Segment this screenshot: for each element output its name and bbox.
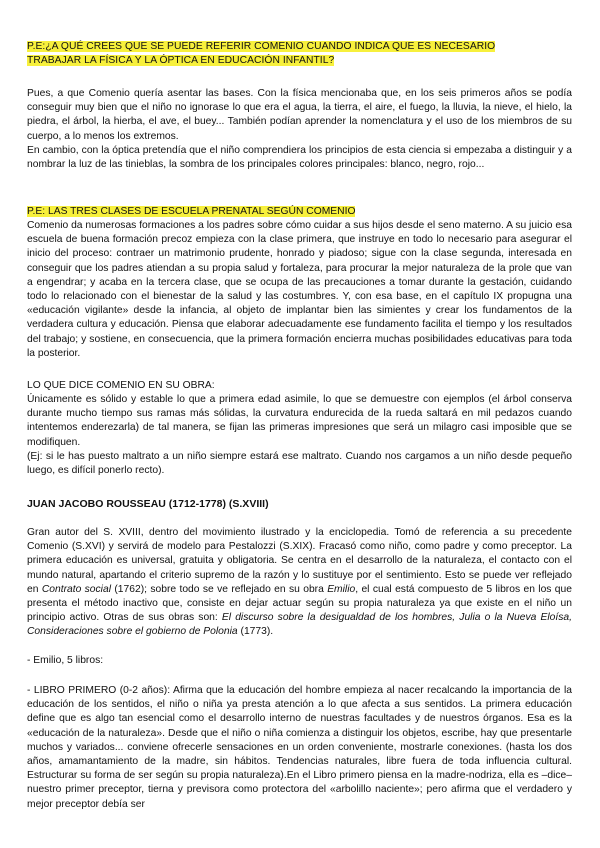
question-heading-prenatal-text: P.E: LAS TRES CLASES DE ESCUELA PRENATAL SEGÚN COMENIO <box>27 206 356 217</box>
work-titles-other: El discurso sobre la desigualdad de los hombres, Julia o la Nueva Eloísa, Consideraciones sobre el gobierno de Polonia <box>27 612 572 638</box>
paragraph-prenatal-school: Comenio da numerosas formaciones a los padres sobre cómo cuidar a sus hijos desde el seno materno. A su juicio esa escuela de buena formación precoz empieza con la clase primera, que instruye en todo lo necesario para asegurar el inicio del proceso: contraer un matrimonio prudente, honrado y piadoso; sigue con la clase segunda, interesada en conseguir que los padres atiendan a su propia salud y fortaleza, para procurar la mejor naturaleza de la prole que van a engendrar; y acaba en la tercera clase, que se ocupa de las precauciones a tomar durante la gestación, cuidando todo lo relacionado con el bienestar de la salud y las costumbres. Y, con esa base, en el capítulo IX propugna una «educación vigilante» desde la infancia, al objeto de implantar bien las simientes y crear los fundamentos de la verdadera cultura y educación. Piensa que elaborar adecuadamente ese fundamento facilita el tiempo y los resultados del trabajo; y sostiene, en consecuencia, que la primera formación encierra muchas posibilidades educativas para toda la posterior. <box>27 220 572 359</box>
rousseau-text-3: , el cual está compuesto de 5 libros en los que presenta el método inactivo que, consiste en dejar actuar según su propia naturaleza ya que existe en el niño un principio activo. Otras de sus obras son: <box>27 583 572 624</box>
paragraph-rousseau <box>27 526 572 640</box>
rousseau-text-4: (1773). <box>237 626 274 638</box>
question-heading-prenatal-school <box>27 205 572 219</box>
question-heading-physics-optics <box>27 40 572 68</box>
section-heading-comenio-work: LO QUE DICE COMENIO EN SU OBRA: <box>27 380 215 391</box>
work-title-emilio: Emilio <box>327 583 356 595</box>
question-heading-line-1: P.E:¿A QUÉ CREES QUE SE PUEDE REFERIR COMENIO CUANDO INDICA QUE ES NECESARIO <box>27 41 496 52</box>
work-title-contrato-social: Contrato social <box>41 583 111 595</box>
paragraph-example: (Ej: si le has puesto maltrato a un niño siempre estará ese maltrato. Cuando nos cargamos a un niño desde pequeño luego, es difícil ponerlo recto). <box>27 451 572 477</box>
paragraph-comenio-quote: Únicamente es sólido y estable lo que a primera edad asimile, lo que se demuestre con ejemplos (el árbol conserva durante mucho tiempo sus ramas más sólidas, la curvatura endurecida de la rueda saltará en mil pedazos cuando intentemos enderezarla) de tal manera, se fijan las primeras impresiones que será un milagro casi imposible que se modifiquen. <box>27 394 572 448</box>
paragraph-optics: En cambio, con la óptica pretendía que el niño comprendiera los principios de esta ciencia si empezaba a distinguir y a nombrar la luz de las tinieblas, la sombra de los principales colores principales: blanco, negro, rojo... <box>27 145 572 171</box>
rousseau-text-2: (1762); sobre todo se ve reflejado en su obra <box>111 583 328 595</box>
section-heading-rousseau: JUAN JACOBO ROUSSEAU (1712-1778) (S.XVIII) <box>27 498 269 510</box>
question-heading-line-2: TRABAJAR LA FÍSICA Y LA ÓPTICA EN EDUCACIÓN INFANTIL? <box>27 55 335 67</box>
paragraph-physics: Pues, a que Comenio quería asentar las bases. Con la física mencionaba que, en los seis primeros años se podía conseguir muy bien que el niño no ignorase lo que era el agua, la tierra, el aire, el fuego, la lluvia, la nieve, el hielo, la piedra, el árbol, la hierba, el ave, el buey... También podían aprender la nomenclatura y el uso de los miembros de su cuerpo, a lo menos los extremos. <box>27 88 572 142</box>
rousseau-text-1: Gran autor del S. XVIII, dentro del movimiento ilustrado y la enciclopedia. Tomó de referencia a su precedente Comenio (S.XVI) y servirá de modelo para Pestalozzi (S.XIX). Fracasó como niño, como padre y como preceptor. La primera educación es universal, gratuita y obligatoria. Se centra en el desarrollo de la naturaleza, el contacto con el mundo natural, apartando el criterio supremo de la razón y lo sustituye por el sentimiento. Esto se puede ver reflejado en <box>27 527 572 595</box>
paragraph-libro-primero: - LIBRO PRIMERO (0-2 años): Afirma que la educación del hombre empieza al nacer recalcando la importancia de la educación de los sentidos, el niño o niña ya presta atención a lo que afecta a sus sentidos. La primera educación define que es algo tan esencial como el desarrollo interno de nuestras facultades y de nuestros órganos. Esa es la «educación de la naturaleza». Desde que el niño o niña comienza a distinguir los objetos, escribe, hay que presentarle muchos y variados... conviene ofrecerle sensaciones en un orden conveniente, mostrarle conexiones. (hasta los dos años, amamantamiento de la madre, sin hábitos. Tendencias naturales, libre fuera de toda influencia cultural. Estructurar su forma de ser según su propia naturaleza).En el Libro primero piensa en la madre-nodriza, ella es –dice– nuestro primer preceptor, tierna y previsora como protectora del «arbolillo naciente»; pero afirma que el verdadero y mejor preceptor debía ser <box>27 685 572 810</box>
paragraph-emilio-books: - Emilio, 5 libros: <box>27 655 104 666</box>
